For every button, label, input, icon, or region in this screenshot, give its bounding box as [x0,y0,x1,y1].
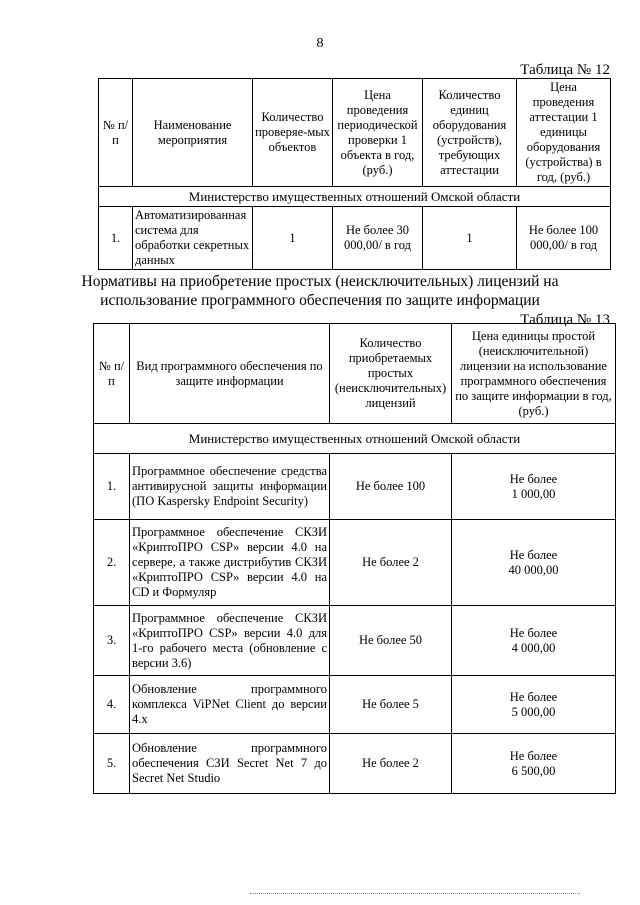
t13-row5-type: Обновление программного обеспечения СЗИ Secret Net 7 до Secret Net Studio [130,734,330,794]
t13-row3-qty: Не более 50 [330,606,452,676]
t13-row2-qty: Не более 2 [330,520,452,606]
t12-row1-price-attest: Не более 100 000,00/ в год [517,207,611,270]
t12-row1-name: Автоматизированная система для обработки секретных данных [133,207,253,270]
t13-row5-qty: Не более 2 [330,734,452,794]
table-row [99,207,611,270]
t13-header-type: Вид программного обеспечения по защите информации [130,324,330,424]
t13-row1-price [452,454,616,520]
t13-row4-price [452,676,616,734]
t13-row1-qty: Не более 100 [330,454,452,520]
t12-header-num: № п/п [99,79,133,187]
table-12-caption: Таблица № 12 [520,62,610,78]
t13-row3-price-value: 4 000,00 [511,640,556,655]
t12-row1-price-check: Не более 30 000,00/ в год [333,207,423,270]
section-title: Нормативы на приобретение простых (неисключительных) лицензий на использование программного обеспечения по защите информации [81,273,559,309]
t12-ministry-row [99,187,611,207]
t13-row5-price-value: 6 500,00 [511,763,556,778]
t13-row4-price-label: Не более [509,689,558,704]
t13-row4-num: 4. [94,676,130,734]
t13-ministry: Министерство имущественных отношений Омской области [94,424,616,454]
t13-header-num: № п/п [94,324,130,424]
t13-header-qty: Количество приобретаемых простых (неисключительных) лицензий [330,324,452,424]
t13-row1-price-value: 1 000,00 [511,486,556,501]
t13-row5-price-label: Не более [509,748,558,763]
table-13-caption: Таблица № 13 [520,312,610,328]
t12-row1-count: 1 [253,207,333,270]
footer-scan-artifact [250,893,580,894]
t12-header-price-attest: Цена проведения аттестации 1 единицы оборудования (устройства) в год, (руб.) [517,79,611,187]
t12-row1-num: 1. [99,207,133,270]
table-row [94,454,616,520]
t13-row3-price-label: Не более [509,625,558,640]
table-row [94,734,616,794]
t12-header-units: Количество единиц оборудования (устройств), требующих аттестации [423,79,517,187]
t13-row3-type: Программное обеспечение СКЗИ «КриптоПРО CSP» версии 4.0 для 1-го рабочего места (обновление с версии 3.6) [130,606,330,676]
t13-header-price: Цена единицы простой (неисключительной) лицензии на использование программного обеспечения по защите информации в год, (руб.) [452,324,616,424]
table-row [94,520,616,606]
table-13-header-row [94,324,616,424]
t13-ministry-row [94,424,616,454]
table-13 [93,323,616,794]
t13-row2-price [452,520,616,606]
page-number: 8 [316,36,324,51]
table-12 [98,78,611,270]
t13-row5-price [452,734,616,794]
table-12-header-row [99,79,611,187]
t13-row2-price-label: Не более [509,547,558,562]
t13-row1-num: 1. [94,454,130,520]
t13-row4-qty: Не более 5 [330,676,452,734]
t13-row4-price-value: 5 000,00 [511,704,556,719]
t12-header-name: Наименование мероприятия [133,79,253,187]
t13-row4-type: Обновление программного комплекса ViPNet Client до версии 4.x [130,676,330,734]
t13-row5-num: 5. [94,734,130,794]
table-row [94,676,616,734]
t12-row1-units: 1 [423,207,517,270]
t12-header-price-check: Цена проведения периодической проверки 1 объекта в год, (руб.) [333,79,423,187]
t12-ministry: Министерство имущественных отношений Омской области [99,187,611,207]
t13-row1-price-label: Не более [509,471,558,486]
t13-row3-price [452,606,616,676]
t13-row1-type: Программное обеспечение средства антивирусной защиты информации (ПО Kaspersky Endpoint Security) [130,454,330,520]
t13-row2-price-value: 40 000,00 [508,562,559,577]
t13-row2-num: 2. [94,520,130,606]
table-row [94,606,616,676]
t12-header-count: Количество проверяе-мых объектов [253,79,333,187]
t13-row3-num: 3. [94,606,130,676]
t13-row2-type: Программное обеспечение СКЗИ «КриптоПРО CSP» версии 4.0 на сервере, а также дистрибутив СКЗИ «КриптоПРО CSP» версии 4.0 на CD и Формуляр [130,520,330,606]
